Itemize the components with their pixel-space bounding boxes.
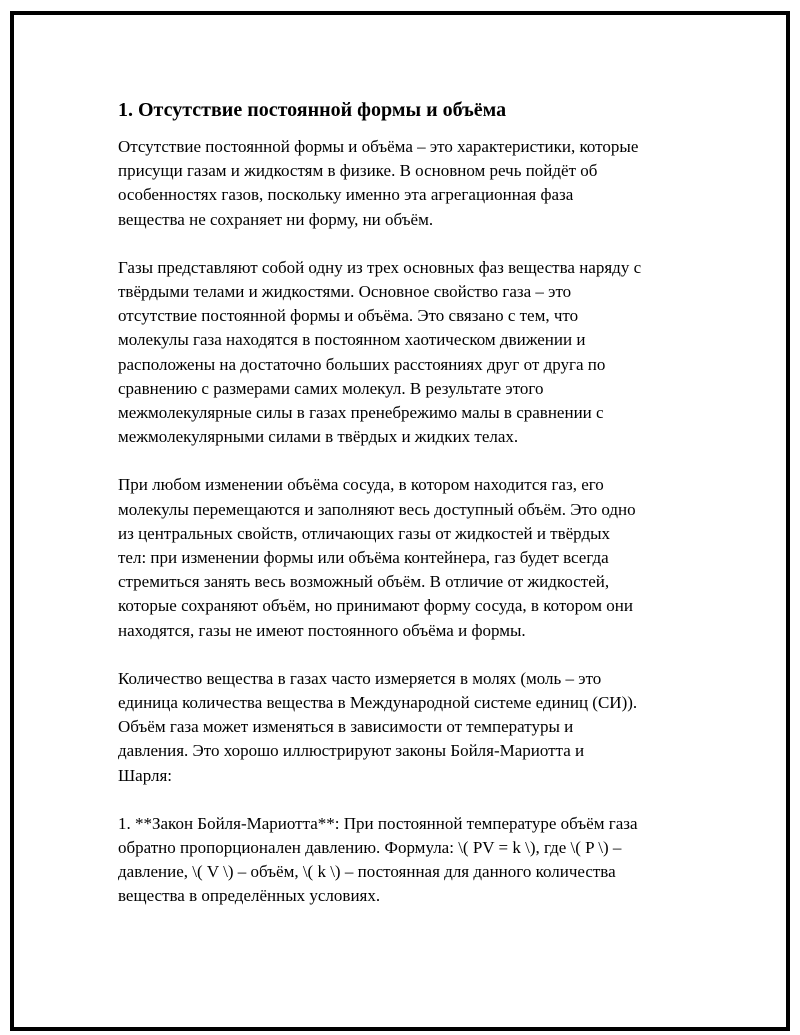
paragraph-boyle-mariotte-law: 1. **Закон Бойля-Мариотта**: При постоянной температуре объём газа обратно пропорционален давлению. Формула: \( PV = k \), где \( P \) – давление, \( V \) – объём, \( k \) – постоянная для данного количества вещества в определённых условиях. [118,813,638,906]
page-frame [10,11,790,1031]
paragraph-gas-properties: Газы представляют собой одну из трех основных фаз вещества наряду с твёрдыми телами и жидкостями. Основное свойство газа – это отсутствие постоянной формы и объёма. Это связано с тем, что молекулы газа находятся в постоянном хаотическом движении и расположены на достаточно больших расстояниях друг от друга по сравнению с размерами самих молекул. В результате этого межмолекулярные силы в газах пренебрежимо малы в сравнении с межмолекулярными силами в твёрдых и жидких телах. [118,257,642,447]
document-title: 1. Отсутствие постоянной формы и объёма [118,99,507,121]
paragraph-amount-of-substance: Количество вещества в газах часто измеряется в молях (моль – это единица количества вещества в Международной системе единиц (СИ)). Объём газа может изменяться в зависимости от температуры и давления. Это хорошо иллюстрируют законы Бойля-Мариотта и Шарля: [118,668,638,785]
document-body [118,95,708,933]
paragraph-volume-change: При любом изменении объёма сосуда, в котором находится газ, его молекулы перемещаются и заполняют весь доступный объём. Это одно из центральных свойств, отличающих газы от жидкостей и твёрдых тел: при изменении формы или объёма контейнера, газ будет всегда стремиться занять весь возможный объём. В отличие от жидкостей, которые сохраняют объём, но принимают форму сосуда, в котором они находятся, газы не имеют постоянного объёма и формы. [118,475,636,640]
paragraph-intro: Отсутствие постоянной формы и объёма – это характеристики, которые присущи газам и жидкостям в физике. В основном речь пойдёт об особенностях газов, поскольку именно эта агрегационная фаза вещества не сохраняет ни форму, ни объём. [118,137,639,229]
